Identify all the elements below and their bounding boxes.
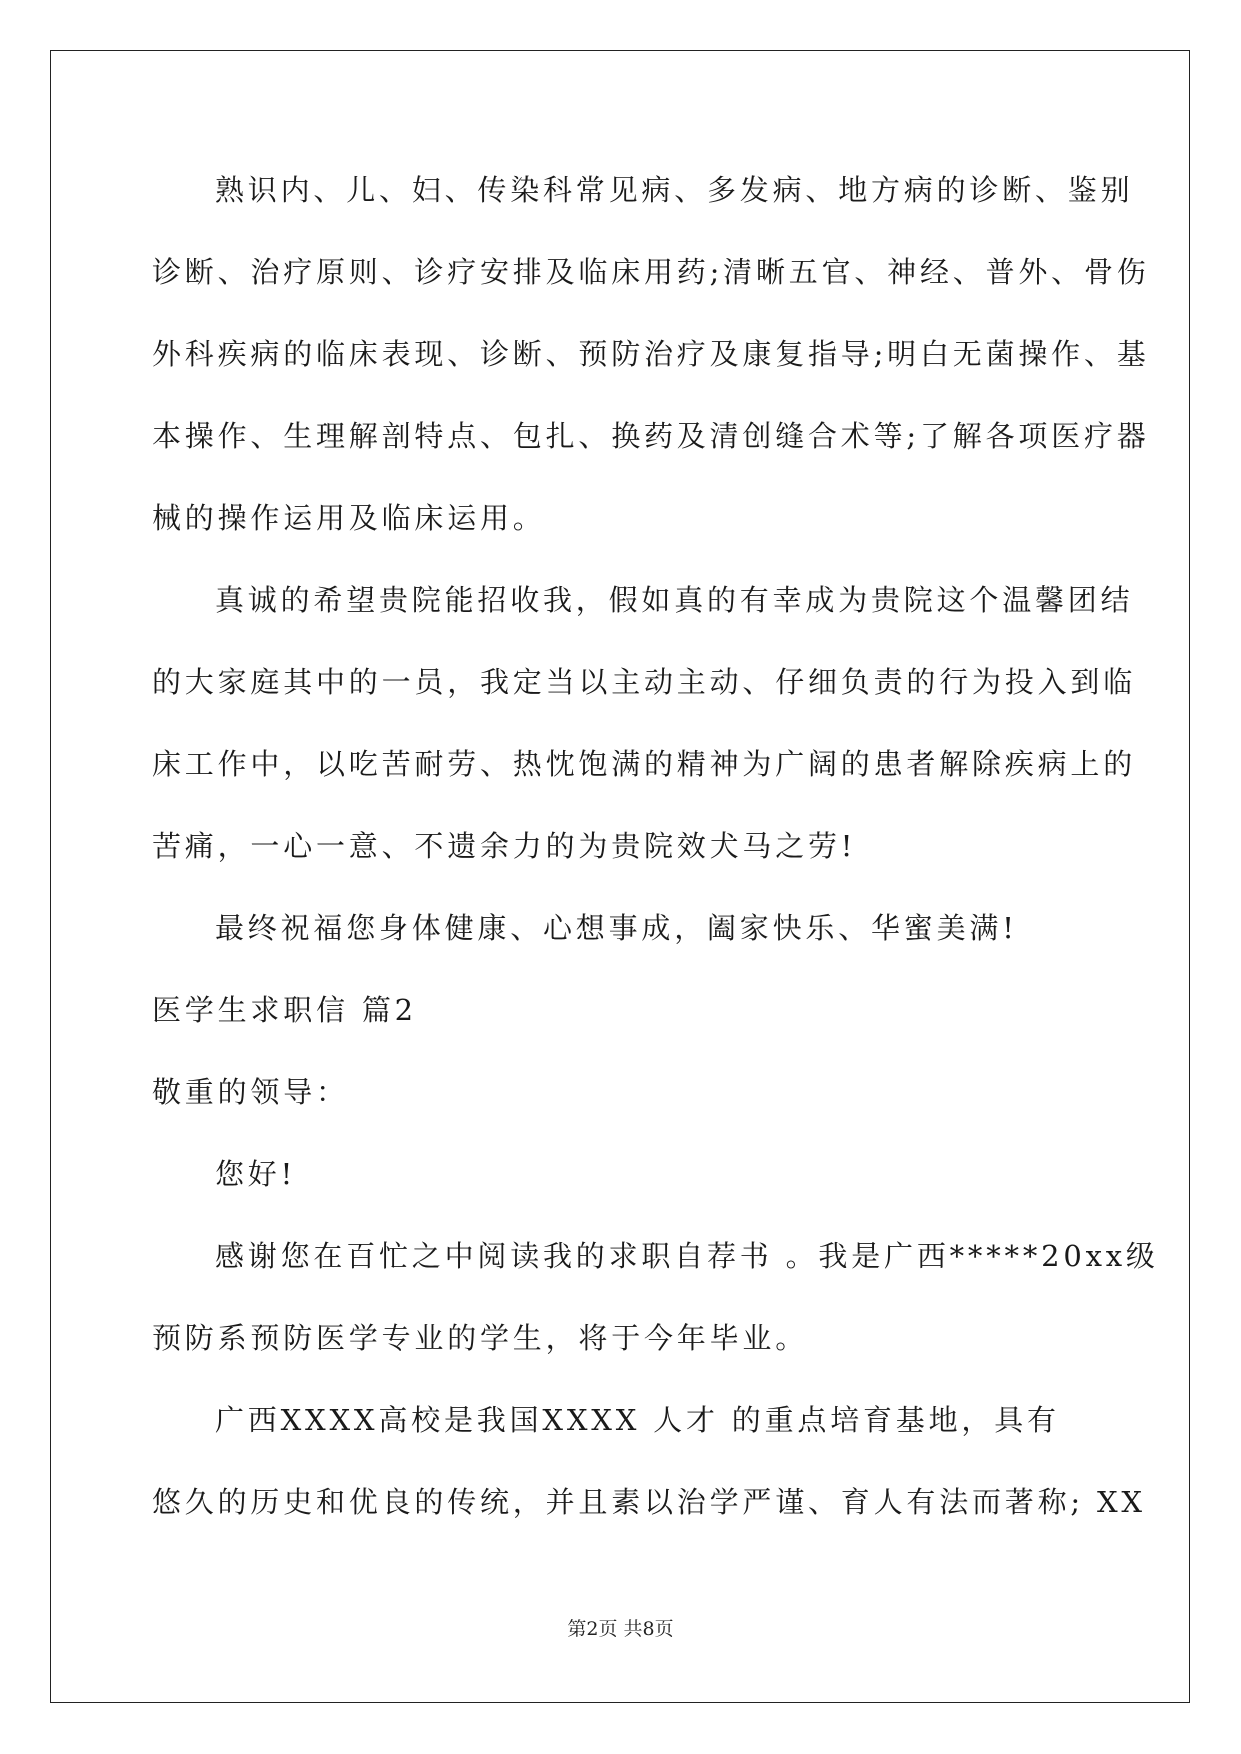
paragraph-line: 悠久的历史和优良的传统，并且素以治学严谨、育人有法而著称; XX (152, 1485, 1146, 1519)
document-body (152, 166, 1159, 1560)
paragraph-line: 真诚的希望贵院能招收我，假如真的有幸成为贵院这个温馨团结 (215, 583, 1134, 617)
paragraph-line: 本操作、生理解剖特点、包扎、换药及清创缝合术等;了解各项医疗器 (152, 419, 1150, 453)
paragraph-line: 预防系预防医学专业的学生，将于今年毕业。 (152, 1321, 809, 1355)
paragraph-line: 床工作中，以吃苦耐劳、热忱饱满的精神为广阔的患者解除疾病上的 (152, 747, 1137, 781)
paragraph-line: 最终祝福您身体健康、心想事成，阖家快乐、华蜜美满! (215, 911, 1018, 945)
paragraph-line: 外科疾病的临床表现、诊断、预防治疗及康复指导;明白无菌操作、基 (152, 337, 1150, 371)
paragraph-line: 诊断、治疗原则、诊疗安排及临床用药;清晰五官、神经、普外、骨伤 (152, 255, 1150, 289)
paragraph-line: 的大家庭其中的一员，我定当以主动主动、仔细负责的行为投入到临 (152, 665, 1137, 699)
paragraph-line: 苦痛，一心一意、不遗余力的为贵院效犬马之劳! (152, 829, 857, 863)
paragraph-line: 感谢您在百忙之中阅读我的求职自荐书 。我是广西*****20xx级 (215, 1239, 1159, 1273)
section-heading: 医学生求职信 篇2 (152, 993, 417, 1027)
paragraph-line: 熟识内、儿、妇、传染科常见病、多发病、地方病的诊断、鉴别 (215, 173, 1134, 207)
paragraph-line: 广西XXXX高校是我国XXXX 人才 的重点培育基地，具有 (215, 1403, 1060, 1437)
greeting: 您好! (215, 1157, 297, 1191)
page-footer: 第2页 共8页 (567, 1618, 674, 1640)
salutation: 敬重的领导： (152, 1075, 349, 1109)
paragraph-line: 械的操作运用及临床运用。 (152, 501, 546, 535)
